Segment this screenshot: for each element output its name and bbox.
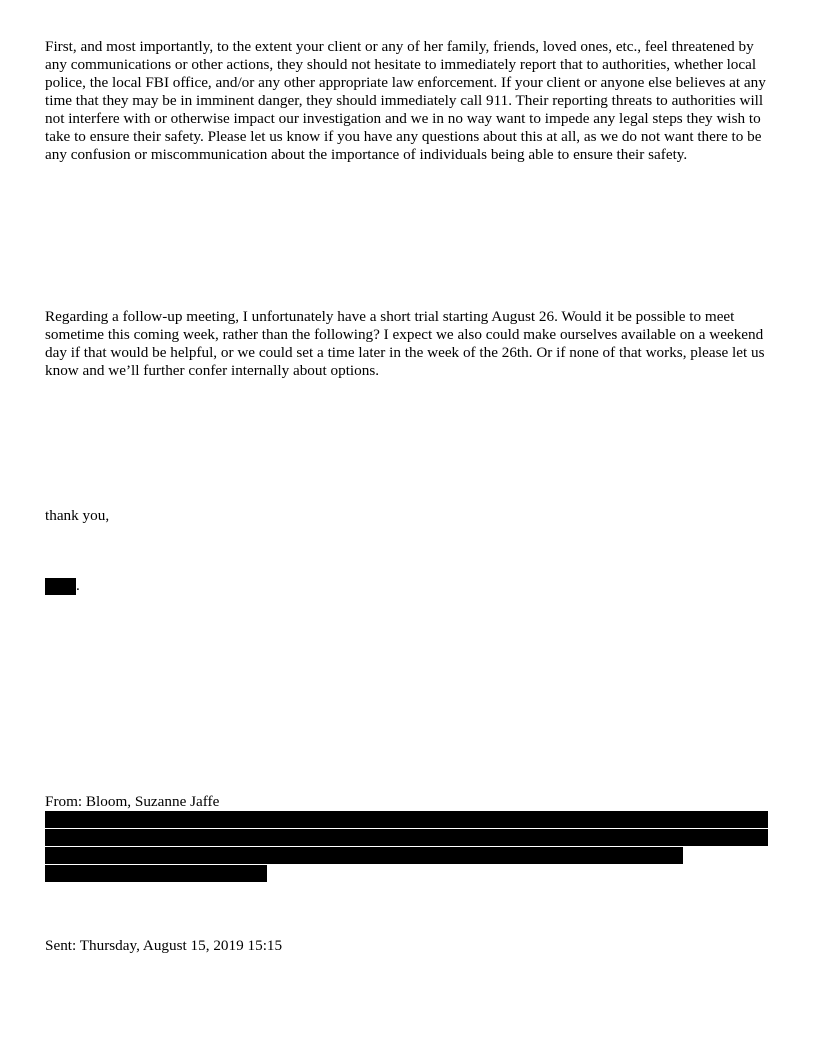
body-paragraph-2: Regarding a follow-up meeting, I unfortunately have a short trial starting August 26. Would it be possible to meet sometime this coming week, rather than the following? I expect we also could make ourselves available on a weekend day if that would be helpful, or we could set a time later in the week of the 26th. Or if none of that works, please let us know and we’ll further confer internally about options. <box>45 308 765 379</box>
body-paragraph-1: First, and most importantly, to the extent your client or any of her family, friends, loved ones, etc., feel threatened by any communications or other actions, they should not hesitate to immediately report that to authorities, whether local police, the local FBI office, and/or any other appropriate law enforcement. If your client or anyone else believes at any time that they may be in imminent danger, they should immediately call 911. Their reporting threats to authorities will not interfere with or otherwise impact our investigation and we in no way want to impede any legal steps they wish to take to ensure their safety. Please let us know if you have any questions about this at all, as we do not want there to be any confusion or miscommunication about the importance of individuals being able to ensure their safety. <box>45 38 766 163</box>
signature-line <box>45 577 775 595</box>
closing-line: thank you, <box>45 507 110 524</box>
redaction-bar-2 <box>45 829 768 846</box>
redaction-bar-1 <box>45 811 768 828</box>
signature-suffix: . <box>76 577 80 594</box>
sent-line: Sent: Thursday, August 15, 2019 15:15 <box>45 937 283 954</box>
redaction-signature <box>45 578 76 595</box>
redaction-bar-3 <box>45 847 683 864</box>
redaction-bar-4 <box>45 865 267 882</box>
from-line: From: Bloom, Suzanne Jaffe <box>45 793 220 810</box>
